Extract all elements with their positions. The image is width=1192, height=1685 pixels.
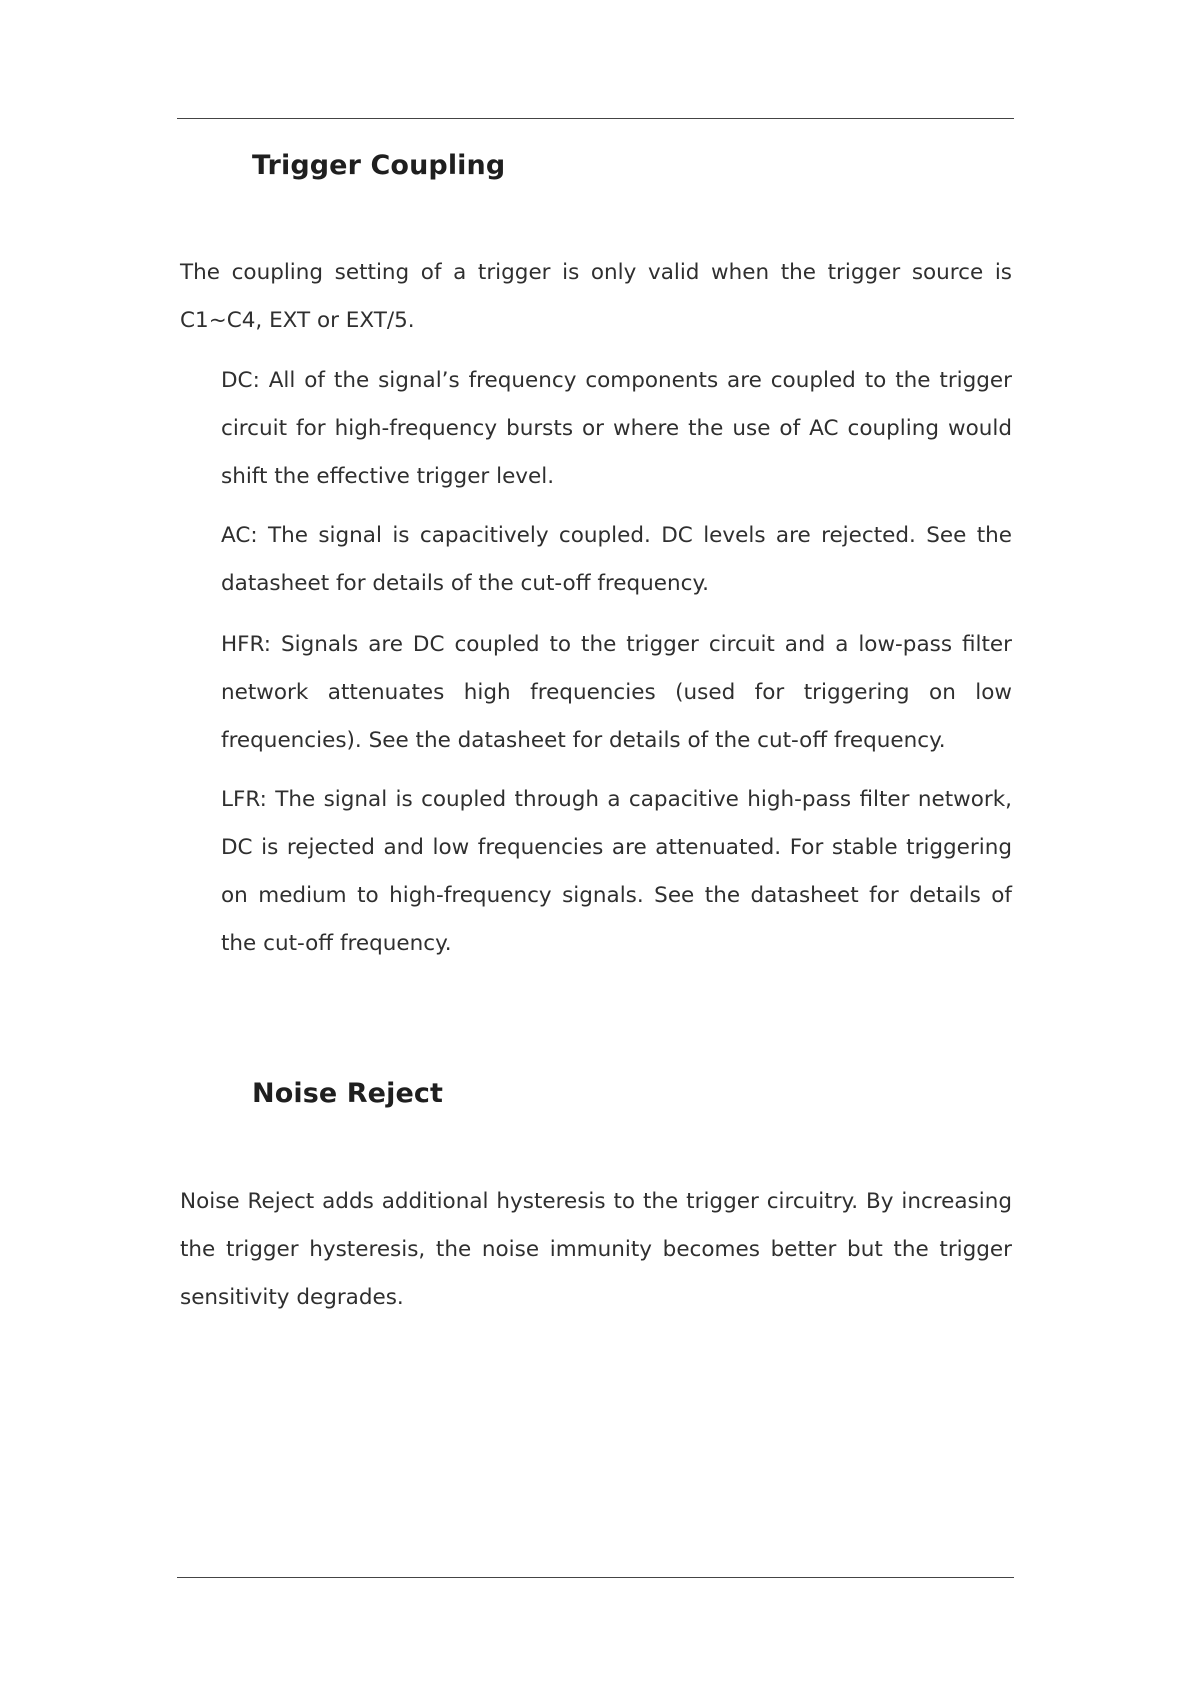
coupling-item-ac: AC: The signal is capacitively coupled. DC levels are rejected. See the datasheet for details of the cut-off frequency. — [221, 523, 1012, 596]
coupling-item-dc: DC: All of the signal’s frequency components are coupled to the trigger circuit for high-frequency bursts or where the use of AC coupling would shift the effective trigger level. — [221, 368, 1012, 489]
footer-rule — [177, 1577, 1014, 1578]
trigger-coupling-intro: The coupling setting of a trigger is only valid when the trigger source is C1~C4, EXT or EXT/5. — [180, 260, 1012, 333]
noise-reject-body: Noise Reject adds additional hysteresis to the trigger circuitry. By increasing the trigger hysteresis, the noise immunity becomes better but the trigger sensitivity degrades. — [180, 1189, 1012, 1310]
coupling-item-hfr: HFR: Signals are DC coupled to the trigger circuit and a low-pass filter network attenuates high frequencies (used for triggering on low frequencies). See the datasheet for details of the cut-off frequency. — [221, 632, 1012, 753]
coupling-item-lfr: LFR: The signal is coupled through a capacitive high-pass filter network, DC is rejected and low frequencies are attenuated. For stable triggering on medium to high-frequency signals. See the datasheet for details of the cut-off frequency. — [221, 787, 1012, 956]
header-rule — [177, 118, 1014, 119]
section-heading-noise-reject: Noise Reject — [252, 1078, 443, 1109]
section-heading-trigger-coupling: Trigger Coupling — [252, 150, 506, 181]
